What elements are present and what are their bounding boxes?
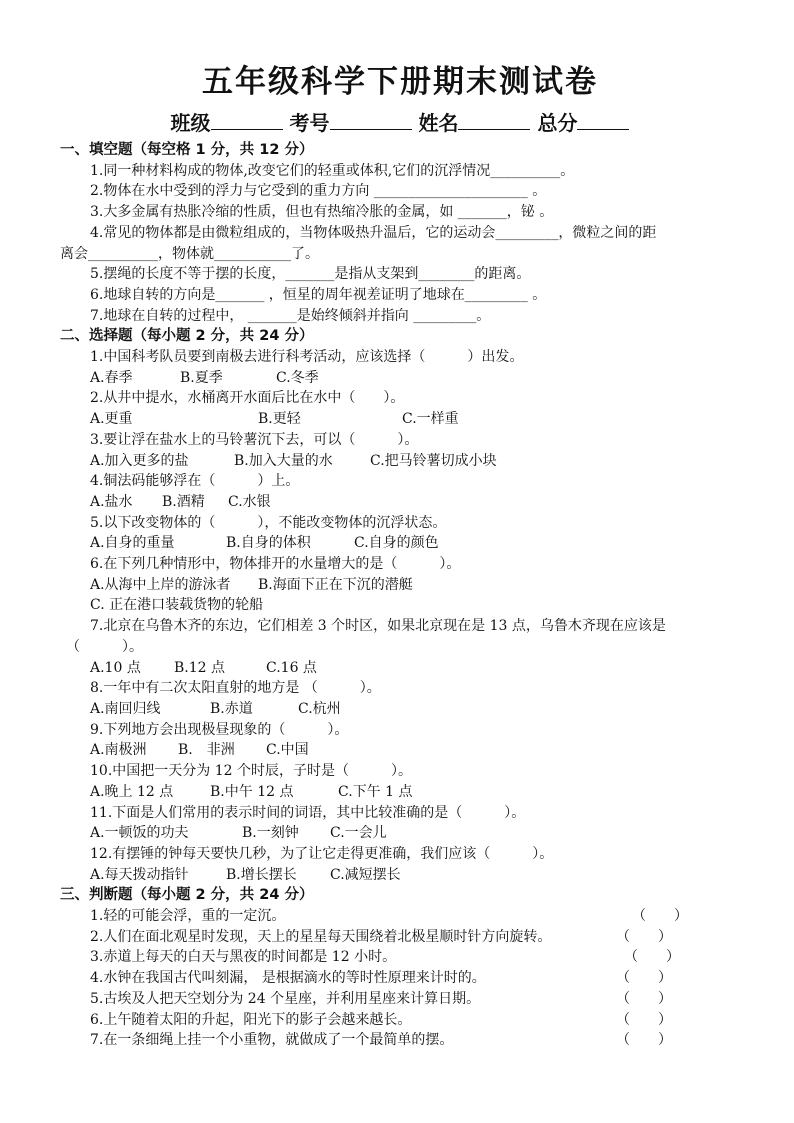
option-b[interactable]: B.一刻钟 — [242, 825, 299, 842]
option-b[interactable]: B.夏季 — [180, 369, 223, 386]
choice-question-5: 5.以下改变物体的（ ），不能改变物体的沉浮状态。 — [90, 514, 447, 531]
option-b[interactable]: B.12 点 — [174, 659, 226, 676]
choice-options-12 — [60, 865, 740, 886]
option-a[interactable]: A.晚上 12 点 — [90, 783, 174, 800]
option-b[interactable]: B.酒精 — [162, 493, 205, 510]
option-b[interactable]: B.中午 12 点 — [210, 783, 294, 800]
choice-options-9 — [60, 740, 740, 761]
choice-question-1: 1.中国科考队员要到南极去进行科考活动，应该选择（ ）出发。 — [90, 349, 524, 366]
option-b[interactable]: B.更轻 — [258, 411, 301, 428]
section-heading-fill: 一、填空题（每空格 1 分，共 12 分） — [60, 142, 314, 158]
judge-text: 7.在一条细绳上挂一个小重物，就做成了一个最简单的摆。 — [90, 1032, 454, 1049]
option-b[interactable]: B.赤道 — [210, 700, 253, 717]
judge-question-5 — [60, 989, 740, 1010]
answer-paren[interactable]: （ ） — [616, 970, 672, 987]
option-c[interactable]: C.一样重 — [402, 411, 459, 428]
student-info-line — [60, 108, 740, 138]
judge-question-1 — [60, 906, 740, 927]
option-b[interactable]: B.加入大量的水 — [234, 452, 333, 469]
judge-text: 3.赤道上每天的白天与黑夜的时间都是 12 小时。 — [90, 949, 397, 966]
exam-no-blank[interactable] — [330, 109, 412, 130]
option-c[interactable]: C. 正在港口装载货物的轮船 — [90, 597, 264, 614]
judge-text: 5.古埃及人把天空划分为 24 个星座，并利用星座来计算日期。 — [90, 990, 481, 1007]
fill-question-4-cont: 离会__________，物体就___________了。 — [60, 245, 319, 262]
judge-question-6 — [60, 1010, 740, 1031]
option-b[interactable]: B.增长摆长 — [226, 866, 297, 883]
fill-question-3: 3.大多金属有热胀冷缩的性质，但也有热缩冷胀的金属，如 _______，铋 。 — [90, 204, 554, 221]
name-label: 姓名 — [418, 111, 459, 135]
answer-paren[interactable]: （ ） — [616, 990, 672, 1007]
choice-options-3 — [60, 451, 740, 472]
option-b[interactable]: B. 非洲 — [178, 742, 235, 759]
fill-question-4: 4.常见的物体都是由微粒组成的，当物体吸热升温后，它的运动会_________，微粒之间的距 — [90, 224, 657, 241]
score-blank[interactable] — [577, 109, 629, 130]
option-a[interactable]: A.盐水 — [90, 493, 133, 510]
option-c[interactable]: C.杭州 — [298, 700, 341, 717]
option-c[interactable]: C.水银 — [228, 493, 271, 510]
option-b[interactable]: B.自身的体积 — [226, 535, 311, 552]
option-a[interactable]: A.从海中上岸的游泳者 — [90, 576, 231, 593]
choice-question-7-cont: （ ）。 — [66, 638, 143, 655]
choice-options-7 — [60, 658, 740, 679]
choice-question-8: 8.一年中有二次太阳直射的地方是 （ ）。 — [90, 680, 381, 697]
choice-question-7: 7.北京在乌鲁木齐的东边，它们相差 3 个时区，如果北京现在是 13 点，乌鲁木齐现在应该是 — [90, 618, 666, 635]
section-heading-judge: 三、判断题（每小题 2 分，共 24 分） — [60, 887, 314, 904]
choice-question-4: 4.铜法码能够浮在（ ）上。 — [90, 473, 300, 490]
option-a[interactable]: A.更重 — [90, 411, 133, 428]
judge-question-4 — [60, 968, 740, 989]
option-a[interactable]: A.一顿饭的功夫 — [90, 825, 189, 842]
option-a[interactable]: A.每天拨动指针 — [90, 866, 189, 883]
choice-question-2: 2.从井中提水，水桶离开水面后比在水中（ ）。 — [90, 390, 405, 407]
option-b[interactable]: B.海面下正在下沉的潜艇 — [258, 576, 413, 593]
class-blank[interactable] — [211, 109, 283, 130]
answer-paren[interactable]: （ ） — [616, 1011, 672, 1028]
choice-options-4 — [60, 492, 740, 513]
exam-page — [60, 60, 740, 1051]
choice-question-3: 3.要让浮在盐水上的马铃薯沉下去，可以（ ）。 — [90, 431, 419, 448]
section-heading-choice: 二、选择题（每小题 2 分，共 24 分） — [60, 328, 314, 345]
page-title: 五年级科学下册期末测试卷 — [202, 64, 598, 100]
option-c[interactable]: C.下午 1 点 — [338, 783, 413, 800]
choice-question-10: 10.中国把一天分为 12 个时辰，子时是（ ）。 — [90, 763, 412, 780]
judge-question-2 — [60, 927, 740, 948]
answer-paren[interactable]: （ ） — [624, 949, 680, 966]
judge-question-3 — [60, 947, 740, 968]
fill-question-2: 2.物体在水中受到的浮力与它受到的重力方向 ______________________ 。 — [90, 183, 547, 200]
judge-text: 2.人们在面北观星时发现，天上的星星每天围绕着北极星顺时针方向旋转。 — [90, 928, 552, 945]
choice-options-8 — [60, 699, 740, 720]
option-c[interactable]: C.中国 — [266, 742, 309, 759]
choice-question-6: 6.在下列几种情形中，物体排开的水量增大的是（ ）。 — [90, 556, 461, 573]
choice-option-6c-line — [60, 595, 740, 616]
choice-question-11: 11.下面是人们常用的表示时间的词语，其中比较准确的是（ ）。 — [90, 804, 526, 821]
option-c[interactable]: C.把马铃薯切成小块 — [370, 452, 497, 469]
judge-text: 1.轻的可能会浮，重的一定沉。 — [90, 908, 286, 925]
option-a[interactable]: A.10 点 — [90, 659, 141, 676]
fill-question-7: 7.地球在自转的过程中， _______是始终倾斜并指向 _________。 — [90, 307, 491, 324]
fill-question-6: 6.地球自转的方向是_______ ，恒星的周年视差证明了地球在_________ 。 — [90, 286, 547, 303]
option-c[interactable]: C.自身的颜色 — [354, 535, 439, 552]
fill-question-1: 1.同一种材料构成的物体,改变它们的轻重或体积,它们的沉浮情况__________。 — [90, 162, 575, 179]
option-c[interactable]: C.16 点 — [266, 659, 317, 676]
class-label: 班级 — [170, 111, 211, 135]
option-c[interactable]: C.一会儿 — [330, 825, 387, 842]
score-label: 总分 — [537, 111, 578, 135]
choice-options-1 — [60, 368, 740, 389]
choice-options-10 — [60, 782, 740, 803]
option-a[interactable]: A.加入更多的盐 — [90, 452, 189, 469]
option-a[interactable]: A.南极洲 — [90, 742, 147, 759]
judge-text: 4.水钟在我国古代叫刻漏， 是根据滴水的等时性原理来计时的。 — [90, 970, 486, 987]
choice-question-12: 12.有摆锤的钟每天要快几秒，为了让它走得更准确，我们应该（ ）。 — [90, 845, 554, 862]
choice-question-9: 9.下列地方会出现极昼现象的（ ）。 — [90, 721, 349, 738]
choice-options-5 — [60, 533, 740, 554]
choice-options-6 — [60, 575, 740, 596]
option-a[interactable]: A.春季 — [90, 369, 133, 386]
option-c[interactable]: C.冬季 — [276, 369, 319, 386]
option-a[interactable]: A.南回归线 — [90, 700, 161, 717]
answer-paren[interactable]: （ ） — [616, 1032, 672, 1049]
option-a[interactable]: A.自身的重量 — [90, 535, 175, 552]
exam-no-label: 考号 — [289, 111, 330, 135]
name-blank[interactable] — [458, 109, 530, 130]
answer-paren[interactable]: （ ） — [632, 908, 688, 925]
fill-question-5: 5.摆绳的长度不等于摆的长度，_______是指从支架到________的距离。 — [90, 266, 531, 283]
choice-options-2 — [60, 409, 740, 430]
answer-paren[interactable]: （ ） — [616, 928, 672, 945]
option-c[interactable]: C.减短摆长 — [330, 866, 401, 883]
judge-text: 6.上午随着太阳的升起，阳光下的影子会越来越长。 — [90, 1011, 412, 1028]
judge-question-7 — [60, 1030, 740, 1051]
choice-options-11 — [60, 823, 740, 844]
